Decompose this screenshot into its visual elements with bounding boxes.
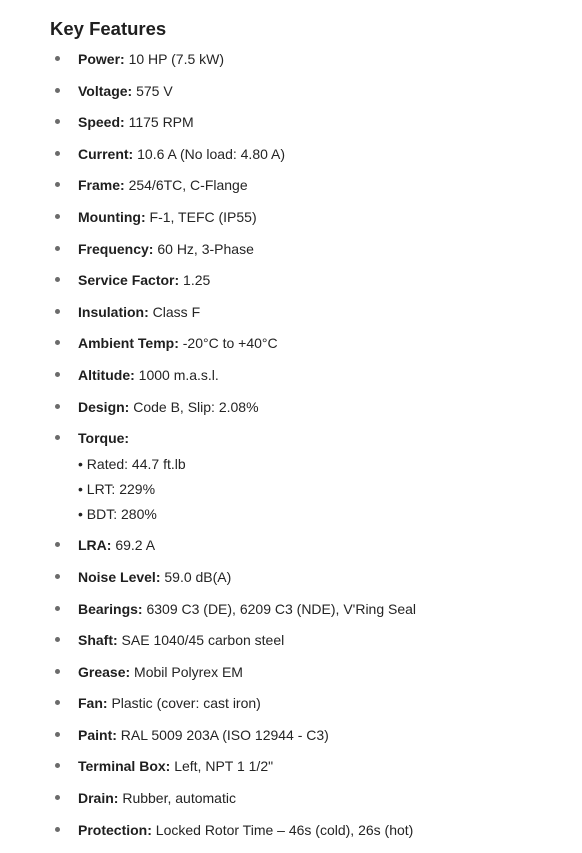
feature-item-voltage [50,81,582,101]
feature-value: 1.25 [179,272,211,289]
feature-label: Ambient Temp: [78,335,179,352]
feature-label: Power: [78,51,125,67]
feature-item-design [50,397,582,417]
feature-label: Insulation: [78,303,149,320]
feature-label: Shaft: [78,632,118,649]
torque-rated: • Rated: 44.7 ft.lb [78,456,186,473]
feature-item-mounting [50,207,582,227]
feature-item-shaft [50,630,582,650]
feature-value: RAL 5009 203A (ISO 12944 - C3) [116,726,329,743]
feature-value: 60 Hz, 3-Phase [153,240,254,257]
feature-value: Code B, Slip: 2.08% [129,398,259,415]
feature-item-noise-level [50,567,582,587]
torque-sublist [78,454,582,524]
feature-item-service-factor [50,270,582,290]
feature-list [50,49,582,840]
feature-value: 69.2 A [111,537,156,554]
feature-value: 6309 C3 (DE), 6209 C3 (NDE), V'Ring Seal [142,600,417,617]
feature-value: 1000 m.a.s.l. [134,366,219,383]
feature-item-fan [50,693,582,713]
feature-label: Speed: [78,114,125,131]
feature-value: -20°C to +40°C [178,335,278,352]
feature-item-power [50,49,582,69]
feature-item-frequency [50,239,582,259]
feature-item-current [50,144,582,164]
feature-label: Terminal Box: [78,758,171,775]
feature-value: Left, NPT 1 1/2" [170,758,274,775]
feature-label: Noise Level: [78,568,161,585]
feature-item-protection [50,820,582,840]
feature-label: Mounting: [78,208,146,225]
feature-item-drain [50,788,582,808]
torque-bdt: • BDT: 280% [78,505,157,522]
feature-label: Current: [78,145,134,162]
feature-label: Protection: [78,821,152,838]
feature-label: Frame: [78,177,125,194]
feature-item-frame [50,175,582,195]
feature-item-lra [50,535,582,555]
feature-value: 10 HP (7.5 kW) [124,51,225,67]
feature-item-speed [50,112,582,132]
feature-label: Service Factor: [78,272,180,289]
feature-label: Fan: [78,695,108,712]
feature-value: Locked Rotor Time – 46s (cold), 26s (hot) [151,821,414,838]
feature-value: 575 V [132,82,173,99]
feature-item-ambient-temp [50,333,582,353]
feature-label: Drain: [78,790,119,807]
feature-item-altitude [50,365,582,385]
feature-value: F-1, TEFC (IP55) [145,208,257,225]
feature-label: Frequency: [78,240,154,257]
torque-lrt: • LRT: 229% [78,480,156,497]
feature-value: 1175 RPM [124,114,194,131]
feature-value: Mobil Polyrex EM [130,663,243,680]
feature-label: Altitude: [78,366,135,383]
feature-label: Design: [78,398,130,415]
feature-value: 59.0 dB(A) [160,568,232,585]
feature-value: 254/6TC, C-Flange [124,177,248,194]
feature-label: Grease: [78,663,131,680]
feature-value: 10.6 A (No load: 4.80 A) [133,145,286,162]
feature-value: SAE 1040/45 carbon steel [117,632,285,649]
feature-value: Rubber, automatic [118,790,236,807]
feature-value: Class F [148,303,201,320]
feature-label: LRA: [78,537,112,554]
feature-item-paint [50,725,582,745]
feature-label: Torque: [78,430,130,447]
feature-label: Voltage: [78,82,133,99]
feature-item-grease [50,662,582,682]
feature-item-insulation [50,302,582,322]
feature-label: Paint: [78,726,117,743]
feature-item-terminal-box [50,756,582,776]
feature-item-torque [50,428,582,524]
feature-value: Plastic (cover: cast iron) [107,695,261,712]
section-heading: Key Features [50,18,167,39]
feature-label: Bearings: [78,600,143,617]
feature-item-bearings [50,599,582,619]
